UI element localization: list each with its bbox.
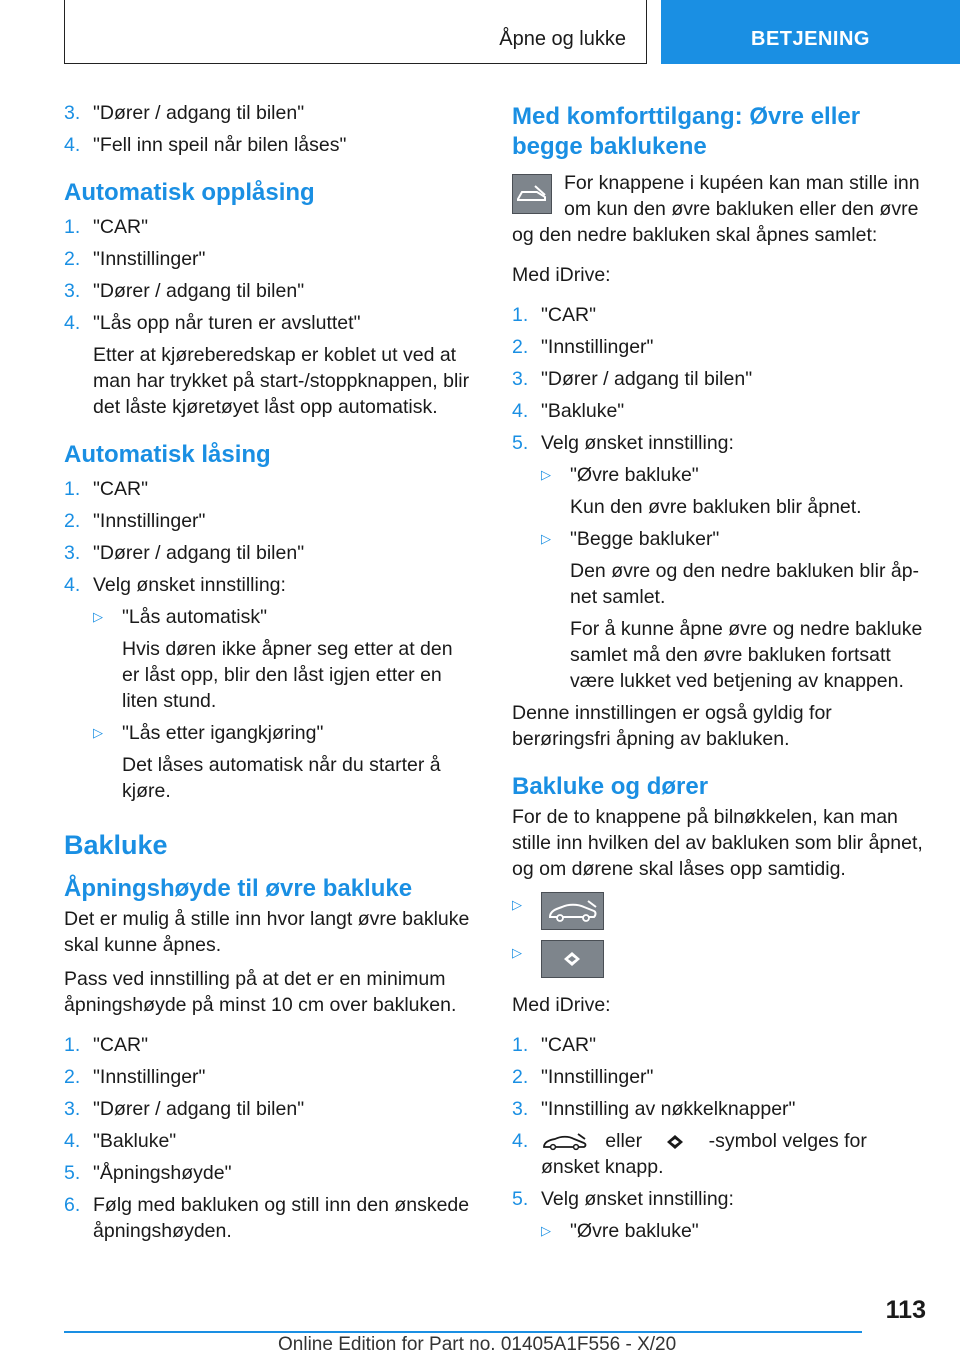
auto-unlock-steps <box>64 214 472 420</box>
opening-height-steps <box>64 1032 472 1244</box>
list-item: 1. "CAR" <box>64 216 149 238</box>
page-number: 113 <box>885 1296 926 1324</box>
triangle-bullet-icon: ▷ <box>512 945 522 960</box>
heading-tailgate-doors: Bakluke og dører <box>512 773 709 800</box>
paragraph: Det er mulig å stille inn hvor langt øvre bakluke skal kunne åpnes. <box>64 908 470 956</box>
list-item: 5. Velg ønsket innstilling: ▷ "Øvre bakluke" Kun den øvre bakluken blir åpnet. ▷ "Begge bakluker" Den øvre og den nedre bakluken blir åpnet samlet. For å kunne åpne øvre og nedre bakluke samlet må den øvre bakluken fortsatt være lukket ved betjening av knappen. <box>512 430 928 694</box>
list-item: 3. "Dører / adgang til bilen" <box>64 280 305 302</box>
left-column <box>64 100 472 1250</box>
list-item: 4. "Bakluke" <box>512 400 625 422</box>
list-item: 5. Velg ønsket innstilling: ▷ "Øvre bakluke" <box>512 1186 928 1244</box>
key-button-option <box>512 940 928 978</box>
list-item: 4. "Bakluke" <box>64 1130 177 1152</box>
option-item: ▷ "Lås etter igangkjøring" Det låses automatisk når du starter å kjøre. <box>93 722 441 802</box>
triangle-bullet-icon: ▷ <box>93 725 103 740</box>
triangle-bullet-icon: ▷ <box>541 467 551 482</box>
car-tailgate-button-icon <box>512 174 552 214</box>
right-column <box>512 100 928 1250</box>
option-item: ▷ "Begge bakluker" Den øvre og den nedre bakluken blir åpnet samlet. For å kunne åpne øvre og nedre bakluke samlet må den øvre bakluken fortsatt være lukket ved betjening av knappen. <box>541 528 923 692</box>
list-item: 6. Følg med bakluken og still inn den ønskede åpningshøyden. <box>64 1194 470 1242</box>
heading-comfort-access: Med komforttilgang: Øvre eller begge baklukene <box>512 103 861 160</box>
heading-bakluke: Bakluke <box>64 830 168 860</box>
paragraph: For de to knappene på bilnøkkelen, kan man stille inn hvilken del av bakluken som blir åpnet, og om dørene skal låses opp samtidig. <box>512 806 923 880</box>
list-item: 3. "Dører / adgang til bilen" <box>64 1098 305 1120</box>
list-item: 1. "CAR" <box>512 1034 597 1056</box>
triangle-bullet-icon: ▷ <box>93 609 103 624</box>
paragraph: Pass ved innstilling på at det er en minimum åpningshøyde på minst 10 cm over bakluken. <box>64 968 457 1016</box>
list-item: 1. "CAR" <box>64 1034 149 1056</box>
auto-unlock-note: Etter at kjøreberedskap er koblet ut ved at man har trykket på start-/stoppknappen, blir det låste kjøretøyet låst opp automatisk. <box>93 344 470 418</box>
key-button-option <box>512 892 928 930</box>
idrive-label: Med iDrive: <box>512 994 611 1016</box>
list-item: 2. "Innstillinger" <box>64 510 206 532</box>
list-item: 2. "Innstillinger" <box>512 336 654 358</box>
comfort-intro: For knappene i kupéen kan man stille inn om kun den øvre bakluken eller den øvre og den nedre bakluken skal åpnes samlet: <box>512 172 920 246</box>
triangle-bullet-icon: ▷ <box>541 531 551 546</box>
chapter-tab[interactable] <box>661 0 960 64</box>
edition-footer: Online Edition for Part no. 01405A1F556 - X/20 <box>278 1334 677 1355</box>
list-item: 3. "Innstilling av nøkkelknapper" <box>512 1098 796 1120</box>
list-item: 4. "Fell inn speil når bilen låses" <box>64 134 347 156</box>
triangle-bullet-icon: ▷ <box>541 1223 551 1238</box>
list-item: 3. "Dører / adgang til bilen" <box>64 102 305 124</box>
option-item: ▷ "Øvre bakluke" Kun den øvre bakluken blir åpnet. <box>541 464 862 518</box>
heading-auto-unlock: Automatisk opplåsing <box>64 179 315 206</box>
car-key-button-icon <box>541 892 604 930</box>
heading-opening-height: Åpningshøyde til øvre bakluke <box>64 875 413 902</box>
auto-lock-steps <box>64 476 472 804</box>
list-item: 2. "Innstillinger" <box>512 1066 654 1088</box>
list-item: 4. Velg ønsket innstilling: ▷ "Lås automatisk" Hvis døren ikke åpner seg etter at den er låst opp, blir den låst igjen etter en liten stund. ▷ "Lås etter igangkjøring" Det låses automatisk når du starter å kjøre. <box>64 572 472 804</box>
list-item: 3. "Dører / adgang til bilen" <box>512 368 753 390</box>
option-item: ▷ "Øvre bakluke" <box>541 1220 699 1242</box>
option-item: ▷ "Lås automatisk" Hvis døren ikke åpner seg etter at den er låst opp, blir den låst igjen etter en liten stund. <box>93 606 453 712</box>
heading-auto-lock: Automatisk låsing <box>64 441 271 468</box>
car-outline-icon <box>541 1132 589 1152</box>
top-steps <box>64 100 472 158</box>
key-button-steps <box>512 1032 928 1244</box>
comfort-steps <box>512 302 928 694</box>
header-section-box <box>64 0 647 64</box>
section-title: Åpne og lukke <box>499 28 626 50</box>
list-item: 1. "CAR" <box>64 478 149 500</box>
list-item: 2. "Innstillinger" <box>64 1066 206 1088</box>
chapter-tab-label: BETJENING <box>751 28 870 50</box>
list-item: 3. "Dører / adgang til bilen" <box>64 542 305 564</box>
list-item: 4. eller -symbol velges for ønsket knapp. <box>512 1130 867 1178</box>
list-item: 5. "Åpningshøyde" <box>64 1162 232 1184</box>
list-item: 4. "Lås opp når turen er avsluttet" Etter at kjøreberedskap er koblet ut ved at man har trykket på start-/stoppknappen, blir det låste kjøretøyet låst opp automatisk. <box>64 310 472 420</box>
footer-divider <box>64 1331 862 1333</box>
diamond-symbol-icon <box>658 1133 692 1151</box>
list-item: 2. "Innstillinger" <box>64 248 206 270</box>
triangle-bullet-icon: ▷ <box>512 897 522 912</box>
diamond-button-icon <box>541 940 604 978</box>
list-item: 1. "CAR" <box>512 304 597 326</box>
idrive-label: Med iDrive: <box>512 264 611 286</box>
paragraph: Denne innstillingen er også gyldig for berøringsfri åpning av bakluken. <box>512 702 832 750</box>
